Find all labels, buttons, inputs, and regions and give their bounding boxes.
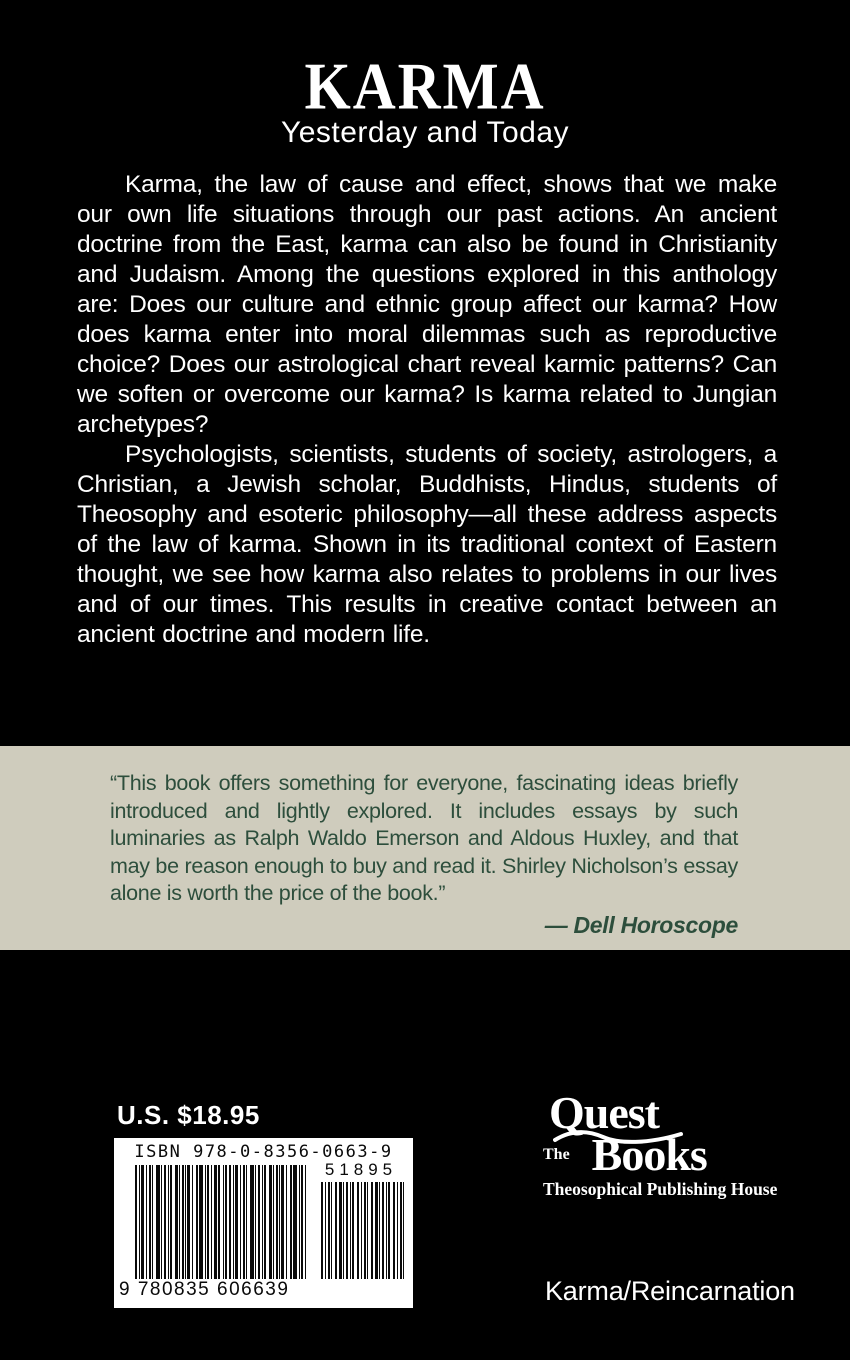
barcode-bars-addon [321,1182,405,1279]
publisher-books-line [543,1129,788,1180]
synopsis-paragraph-2: Psychologists, scientists, students of society, astrologers, a Christian, a Jewish scholar, Buddhists, Hindus, students of Theosophy and esoteric philosophy—all these address aspects of the law of karma. Shown in its traditional context of Eastern thought, we see how karma also relates to problems in our lives and of our times. This results in creative contact between an ancient doctrine and modern life. [77,441,777,648]
price-label: U.S. $18.95 [117,1100,260,1130]
barcode [114,1138,413,1308]
barcode-ean-digits: 9 780835 606639 [119,1279,290,1300]
review-attribution: — Dell Horoscope [544,911,738,938]
review-band [0,746,850,950]
synopsis-paragraph-1: Karma, the law of cause and effect, shows that we make our own life situations through our past actions. An ancient doctrine from the East, karma can also be found in Christianity and Judaism. Among the questions explored in this anthology are: Does our culture and ethnic group affect our karma? How does karma enter into moral dilemmas such as reproductive choice? Does our astrological chart reveal karmic patterns? Can we soften or overcome our karma? Is karma related to Jungian archetypes? [77,171,777,438]
book-title: KARMA [304,50,546,124]
barcode-addon-digits: 51895 [324,1160,398,1179]
book-subtitle: Yesterday and Today [280,116,570,149]
category-label: Karma/Reincarnation [545,1276,795,1306]
review-quote: “This book offers something for everyone, fascinating ideas briefly introduced and lightly explored. It includes essays by such luminaries as Ralph Waldo Emerson and Aldous Huxley, and that may be reason enough to buy and read it. Shirley Nicholson’s essay alone is worth the price of the book.” [110,771,738,905]
synopsis [77,170,777,650]
review-block [110,770,738,939]
publisher-logo [543,1087,788,1200]
isbn-text: ISBN 978-0-8356-0663-9 [134,1142,393,1162]
barcode-bars-main [135,1165,307,1279]
publisher-the: The [543,1146,570,1163]
publisher-tagline: Theosophical Publishing House [543,1179,778,1199]
publisher-name-quest: Quest [549,1087,659,1138]
publisher-name-books: Books [591,1129,707,1180]
